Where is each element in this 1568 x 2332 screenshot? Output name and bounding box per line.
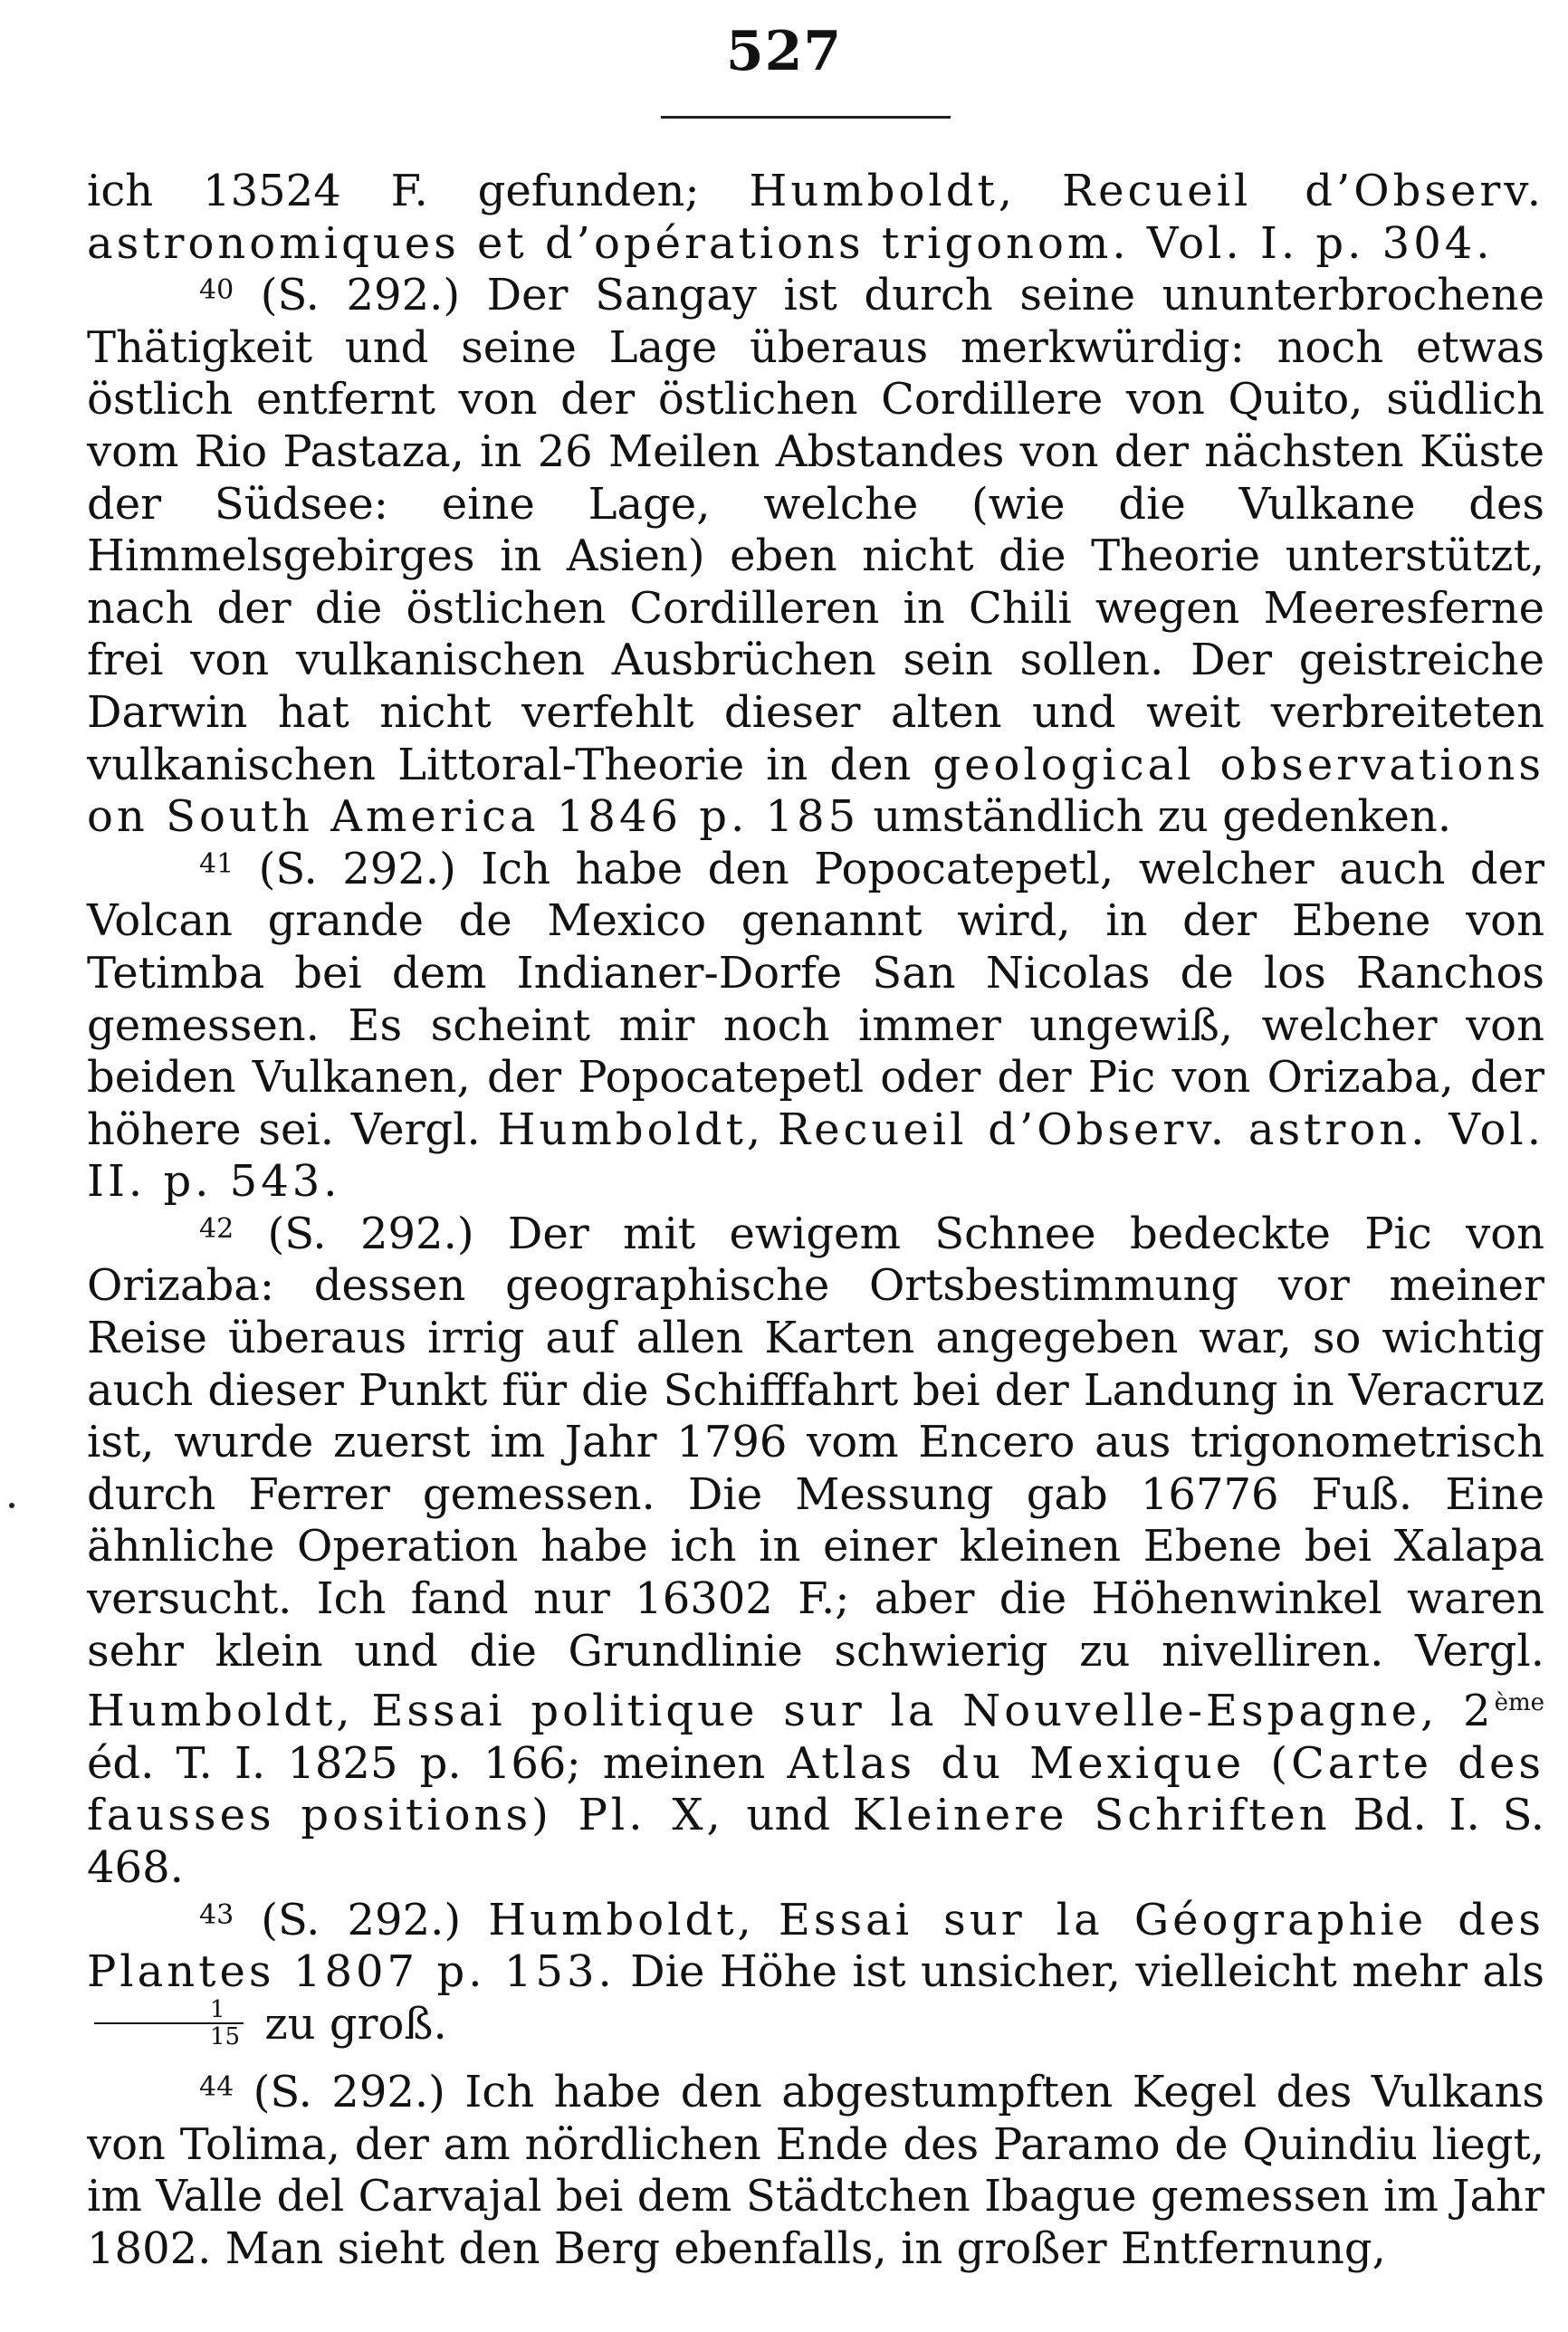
footnotes-block [87, 166, 1544, 2276]
footnote-40: $^{40}$ (S. 292.) Der Sangay ist durch seine ununterbrochene Thätigkeit und seine Lage überaus merkwürdig: noch etwas östlich entfernt von der östlichen Cordillere von Quito, südlich vom Rio Pastaza, in 26 Meilen Abstandes von der nächsten Küste der Südsee: eine Lage, welche (wie die Vulkane des Himmelsgebirges in Asien) eben nicht die Theorie unterstützt, nach der die östlichen Cordilleren in Chili wegen Meeresferne frei von vulkanischen Ausbrüchen sein sollen. Der geistreiche Darwin hat nicht verfehlt dieser alten und weit verbreiteten vulkanischen Littoral-Theorie in den geological observations on South America 1846 p. 185 umständlich zu gedenken. [87, 270, 1544, 843]
author-name: Humboldt [488, 1894, 738, 1945]
footnote-number: 43 [199, 1898, 234, 1931]
footnote-number: 40 [199, 274, 234, 307]
reference-title: geological observations on South America 1846 p. 185 [87, 739, 1544, 843]
reference-title: Essai politique sur la Nouvelle-Espagne, 2 [371, 1686, 1495, 1737]
superscript: ème [1494, 1689, 1545, 1717]
fraction-denominator: 15 [210, 2023, 241, 2051]
author-name: Humboldt [497, 1104, 747, 1155]
footnote-41: $^{41}$ (S. 292.) Ich habe den Popocatepetl, welcher auch der Volcan grande de Mexico genannt wird, in der Ebene von Tetimba bei dem Indianer-Dorfe San Nicolas de los Ranchos gemessen. Es scheint mir noch immer ungewiß, welcher von beiden Vulkanen, der Popocatepetl oder der Pic von Orizaba, der höhere sei. Vergl. Humboldt, Recueil d’Observ. astron. Vol. II. p. 543. [87, 843, 1544, 1208]
footnote-44: $^{44}$ (S. 292.) Ich habe den abgestumpften Kegel des Vulkans von Tolima, der am nördlichen Ende des Paramo de Quindiu liegt, im Valle del Carvajal bei dem Städtchen Ibague gemessen im Jahr 1802. Man sieht den Berg ebenfalls, in großer Entfernung, [87, 2067, 1544, 2275]
reference-title: Recueil d’Observ. astronomiques et d’opérations trigonom. Vol. I. p. 304. [87, 166, 1545, 269]
margin-speck [9, 1503, 14, 1508]
author-name: Humboldt [749, 166, 999, 216]
footnote-number: 42 [199, 1212, 234, 1245]
fraction [94, 1997, 244, 2050]
footnote-43: $^{43}$ (S. 292.) Humboldt, Essai sur la Géographie des Plantes 1807 p. 153. Die Höhe ist unsicher, vielleicht mehr als $\frac{1}{15}$ zu groß. [87, 1894, 1544, 2051]
reference-title: Recueil d’Observ. astron. Vol. II. p. 543. [87, 1104, 1544, 1208]
footnote-number: 41 [199, 847, 234, 880]
reference-title: Essai sur la Géographie des Plantes 1807 p. 153. [87, 1894, 1544, 1998]
footnote-number: 44 [199, 2071, 234, 2104]
footnote-42: $^{42}$ (S. 292.) Der mit ewigem Schnee bedeckte Pic von Orizaba: dessen geographische Ortsbestimmung vor meiner Reise überaus irrig auf allen Karten angegeben war, so wichtig auch dieser Punkt für die Schifffahrt bei der Landung in Veracruz ist, wurde zuerst im Jahr 1796 vom Encero aus trigonometrisch durch Ferrer gemessen. Die Messung gab 16776 Fuß. Eine ähnliche Operation habe ich in einer kleinen Ebene bei Xalapa versucht. Ich fand nur 16302 F.; aber die Höhenwinkel waren sehr klein und die Grundlinie schwierig zu nivelliren. Vergl. Humboldt, Essai politique sur la Nouvelle-Espagne, 2ème éd. T. I. 1825 p. 166; meinen Atlas du Mexique (Carte des fausses positions) Pl. X, und Kleinere Schriften Bd. I. S. 468. [87, 1208, 1545, 1893]
header-rule [661, 116, 951, 119]
footnote-continuation: ich 13524 F. gefunden; Humboldt, Recueil d’Observ. astronomiques et d’opérations trigonom. Vol. I. p. 304. [87, 166, 1545, 269]
fraction-numerator: 1 [94, 1997, 244, 2024]
author-name: Humboldt [87, 1686, 337, 1737]
reference-title: Atlas du Mexique (Carte des fausses positions) Pl. X, [87, 1737, 1544, 1841]
reference-title: Kleinere Schriften [852, 1790, 1331, 1841]
page-number: 527 [725, 20, 843, 83]
